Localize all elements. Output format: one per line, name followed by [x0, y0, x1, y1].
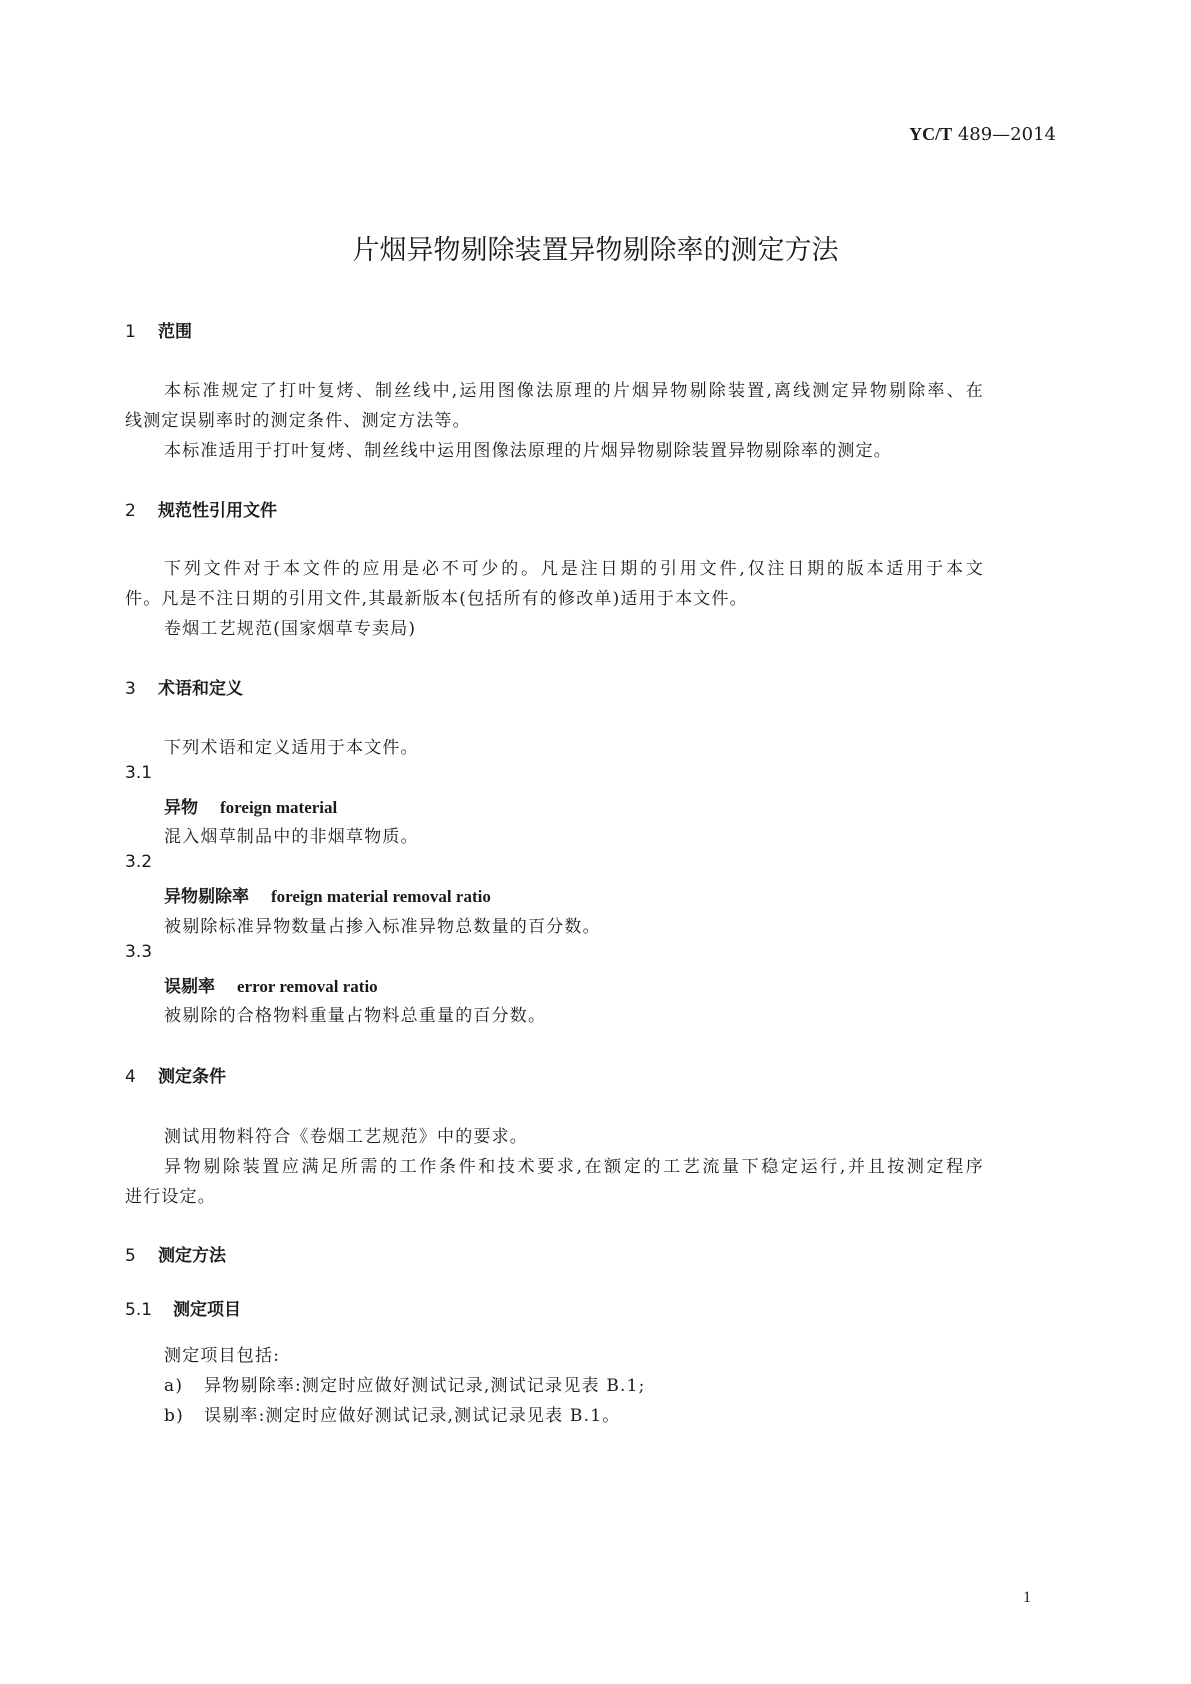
section-1-heading	[125, 317, 192, 342]
section-3-heading	[125, 674, 243, 699]
section-2-reference-document: 卷烟工艺规范(国家烟草专卖局)	[164, 619, 417, 639]
page-number: 1	[1023, 1589, 1031, 1606]
document-title: 片烟异物剔除装置异物剔除率的测定方法	[352, 235, 839, 266]
section-1-paragraph-1-line-2: 线测定误剔率时的测定条件、测定方法等。	[125, 411, 471, 431]
section-number: 3	[125, 679, 136, 699]
term-number: 3.2	[125, 852, 153, 872]
section-number: 5.1	[125, 1300, 153, 1320]
section-4-paragraph-2-line-2: 进行设定。	[125, 1187, 216, 1207]
section-3-intro: 下列术语和定义适用于本文件。	[164, 738, 419, 758]
section-1-paragraph-1-line-1: 本标准规定了打叶复烤、制丝线中,运用图像法原理的片烟异物剔除装置,离线测定异物剔除率、在	[164, 381, 984, 401]
term-heading	[164, 793, 337, 818]
standard-code-number: 489—2014	[957, 124, 1056, 145]
list-item-text: 异物剔除率:测定时应做好测试记录,测试记录见表 B.1;	[204, 1376, 646, 1396]
list-item-marker: a)	[164, 1376, 184, 1396]
section-title: 测定项目	[173, 1300, 241, 1320]
section-title: 规范性引用文件	[158, 501, 277, 521]
term-english: foreign material removal ratio	[271, 887, 491, 906]
term-heading	[164, 972, 378, 997]
term-definition: 混入烟草制品中的非烟草物质。	[164, 827, 419, 847]
term-number: 3.1	[125, 763, 153, 783]
section-5-1-heading	[125, 1295, 241, 1320]
section-number: 5	[125, 1246, 136, 1266]
term-chinese: 异物	[164, 798, 198, 818]
section-4-paragraph-1: 测试用物料符合《卷烟工艺规范》中的要求。	[164, 1127, 528, 1147]
term-chinese: 异物剔除率	[164, 887, 249, 907]
list-item-text: 误剔率:测定时应做好测试记录,测试记录见表 B.1。	[204, 1406, 621, 1426]
term-english: foreign material	[220, 798, 338, 817]
section-number: 1	[125, 322, 136, 342]
term-definition: 被剔除的合格物料重量占物料总重量的百分数。	[164, 1006, 547, 1026]
section-2-paragraph-1-line-2: 件。凡是不注日期的引用文件,其最新版本(包括所有的修改单)适用于本文件。	[125, 589, 748, 609]
term-english: error removal ratio	[237, 977, 378, 996]
list-item	[164, 1371, 646, 1396]
list-item-marker: b)	[164, 1406, 184, 1426]
list-item	[164, 1401, 620, 1426]
section-number: 2	[125, 501, 136, 521]
term-definition: 被剔除标准异物数量占掺入标准异物总数量的百分数。	[164, 917, 601, 937]
term-number: 3.3	[125, 942, 153, 962]
section-5-1-intro: 测定项目包括:	[164, 1346, 281, 1366]
section-4-heading	[125, 1062, 226, 1087]
term-heading	[164, 882, 491, 907]
section-2-paragraph-1-line-1: 下列文件对于本文件的应用是必不可少的。凡是注日期的引用文件,仅注日期的版本适用于本文	[164, 559, 984, 579]
section-2-heading	[125, 496, 277, 521]
section-title: 术语和定义	[158, 679, 243, 699]
standard-code-prefix: YC/T	[909, 124, 953, 144]
section-title: 范围	[158, 322, 192, 342]
term-chinese: 误剔率	[164, 977, 215, 997]
section-5-heading	[125, 1241, 226, 1266]
standard-code	[909, 124, 1056, 145]
section-title: 测定方法	[158, 1246, 226, 1266]
section-1-paragraph-2: 本标准适用于打叶复烤、制丝线中运用图像法原理的片烟异物剔除装置异物剔除率的测定。	[164, 441, 892, 461]
section-title: 测定条件	[158, 1067, 226, 1087]
section-4-paragraph-2-line-1: 异物剔除装置应满足所需的工作条件和技术要求,在额定的工艺流量下稳定运行,并且按测定程序	[164, 1157, 984, 1177]
section-number: 4	[125, 1067, 136, 1087]
